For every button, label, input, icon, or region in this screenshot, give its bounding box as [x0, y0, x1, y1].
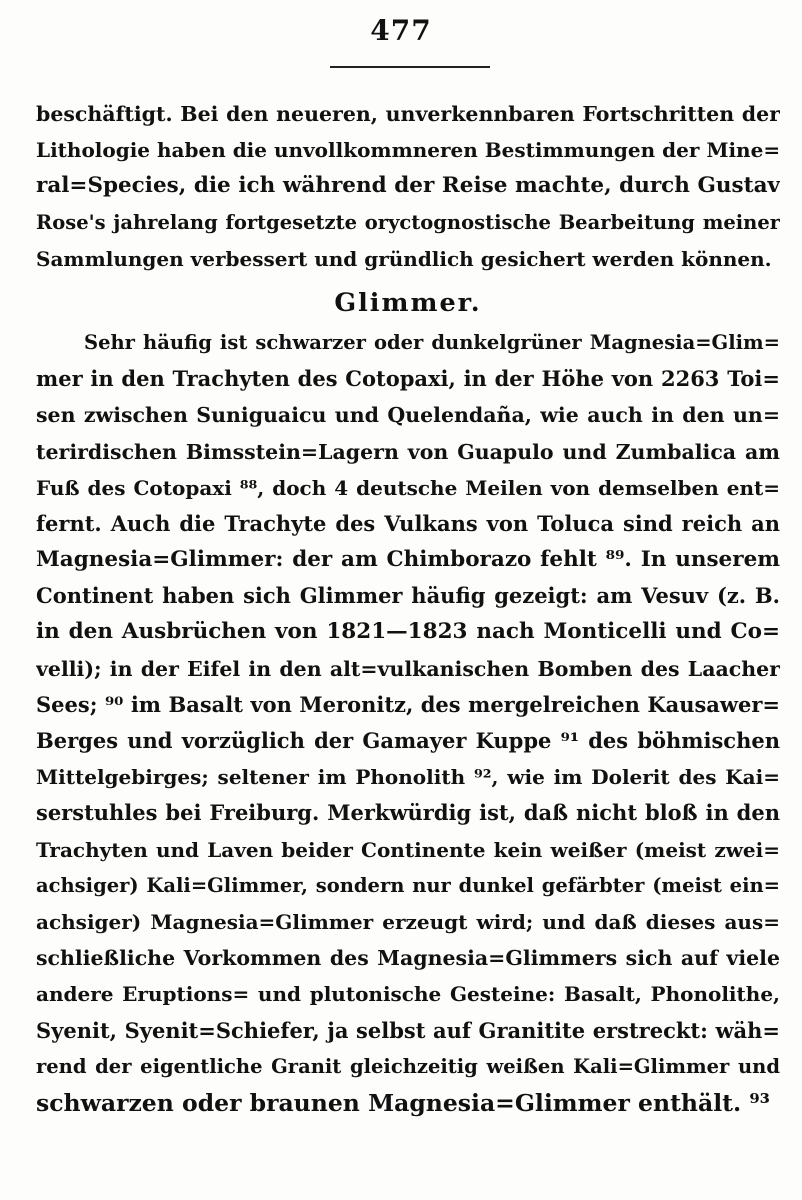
- text-line: achsiger) Magnesia=Glimmer erzeugt wird; und daß dieses aus=: [36, 909, 780, 934]
- text-line: Continent haben sich Glimmer häufig gezeigt: am Vesuv (z. B.: [36, 583, 780, 609]
- text-line: rend der eigentliche Granit gleichzeitig weißen Kali=Glimmer und: [36, 1054, 780, 1078]
- page-number: 477: [370, 14, 432, 47]
- text-line: schließliche Vorkommen des Magnesia=Glimmers sich auf viele: [36, 946, 780, 971]
- text-line: mer in den Trachyten des Cotopaxi, in der Höhe von 2263 Toi=: [36, 366, 780, 392]
- text-line: Sammlungen verbessert und gründlich gesichert werden können.: [36, 246, 772, 271]
- paragraph-2: [36, 325, 780, 1121]
- text-line: Lithologie haben die unvollkommneren Bestimmungen der Mine=: [36, 138, 780, 163]
- text-line: velli); in der Eifel in den alt=vulkanischen Bomben des Laacher: [36, 656, 780, 681]
- text-line: Berges und vorzüglich der Gamayer Kuppe ⁹¹ des böhmischen: [36, 728, 780, 753]
- text-line: achsiger) Kali=Glimmer, sondern nur dunkel gefärbter (meist ein=: [36, 873, 780, 897]
- text-line: sen zwischen Suniguaicu und Quelendaña, wie auch in den un=: [36, 403, 780, 428]
- text-line: serstuhles bei Freiburg. Merkwürdig ist, daß nicht bloß in den: [36, 800, 780, 826]
- text-line: in den Ausbrüchen von 1821—1823 nach Monticelli und Co=: [36, 619, 780, 645]
- text-line: Sehr häufig ist schwarzer oder dunkelgrüner Magnesia=Glim=: [84, 330, 780, 354]
- text-line: Rose's jahrelang fortgesetzte oryctognostische Bearbeitung meiner: [36, 210, 780, 234]
- text-line: terirdischen Bimsstein=Lagern von Guapulo und Zumbalica am: [36, 439, 780, 464]
- text-line: beschäftigt. Bei den neueren, unverkennbaren Fortschritten der: [36, 102, 780, 126]
- text-line: Fuß des Cotopaxi ⁸⁸, doch 4 deutsche Meilen von demselben ent=: [36, 475, 780, 500]
- text-line: ral=Species, die ich während der Reise machte, durch Gustav: [36, 173, 780, 199]
- text-line: Sees; ⁹⁰ im Basalt von Meronitz, des mergelreichen Kausawer=: [36, 691, 780, 717]
- paragraph-1: [36, 96, 780, 277]
- page-body: [36, 96, 780, 1121]
- text-line: Magnesia=Glimmer: der am Chimborazo fehlt ⁸⁹. In unserem: [36, 547, 780, 573]
- section-heading: Glimmer.: [334, 287, 482, 318]
- text-line: andere Eruptions= und plutonische Gesteine: Basalt, Phonolithe,: [36, 982, 780, 1007]
- text-line: schwarzen oder braunen Magnesia=Glimmer enthält. ⁹³: [36, 1088, 770, 1117]
- header-rule: [330, 66, 490, 68]
- text-line: fernt. Auch die Trachyte des Vulkans von Toluca sind reich an: [36, 510, 780, 536]
- text-line: Mittelgebirges; seltener im Phonolith ⁹², wie im Dolerit des Kai=: [36, 765, 780, 790]
- text-line: Trachyten und Laven beider Continente kein weißer (meist zwei=: [36, 837, 780, 862]
- text-line: Syenit, Syenit=Schiefer, ja selbst auf Granitite erstreckt: wäh=: [36, 1017, 780, 1043]
